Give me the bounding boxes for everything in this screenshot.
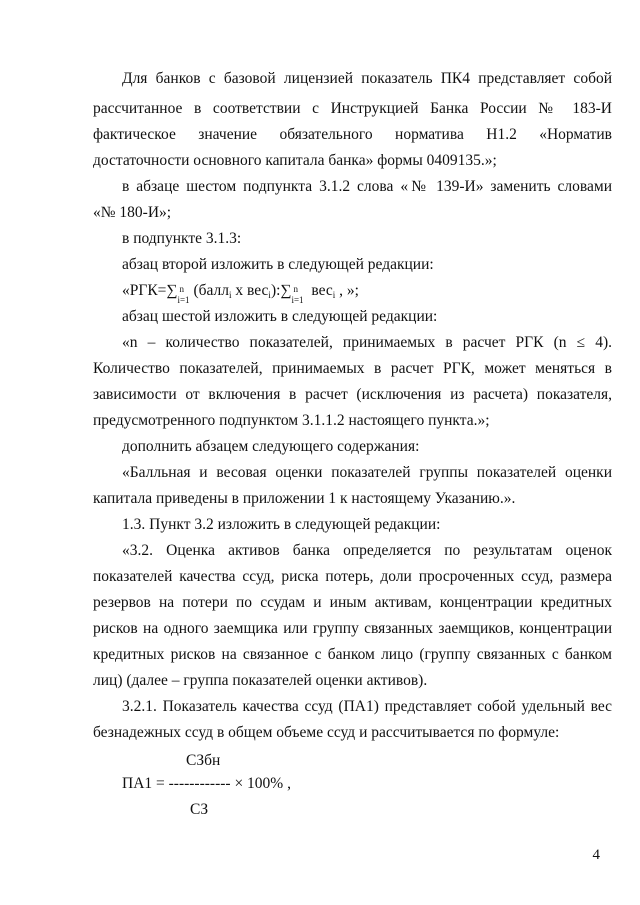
formula-part: i	[229, 290, 232, 300]
text-line: «Балльная и весовая оценки показателей группы показателей оценки	[122, 464, 612, 481]
text-line: фактическое значение обязательного норматива Н1.2 «Норматив	[93, 126, 612, 143]
text-line: 3.2.1. Показатель качества ссуд (ПА1) представляет собой удельный вес	[122, 698, 612, 715]
sum-limits	[291, 281, 307, 305]
text-line: капитала приведены в приложении 1 к настоящему Указанию.».	[93, 490, 516, 507]
page-number: 4	[592, 847, 600, 863]
text-line: лиц) (далее – группа показателей оценки активов).	[93, 672, 428, 689]
formula-part: , »;	[335, 282, 359, 299]
text-line: Количество показателей, принимаемых в расчет РГК, может меняться в	[93, 360, 612, 377]
text-line: абзац второй изложить в следующей редакции:	[122, 256, 434, 273]
formula-part: n	[293, 284, 298, 294]
formula-part: i=1	[177, 295, 190, 305]
text-line: зависимости от включения в расчет (исключения из расчета) показателя,	[93, 386, 612, 403]
text-line: рассчитанное в соответствии с Инструкцией Банка России № 183-И	[93, 100, 612, 117]
text-line: дополнить абзацем следующего содержания:	[122, 438, 420, 455]
text-line: «3.2. Оценка активов банка определяется по результатам оценок	[122, 542, 612, 559]
formula-pa1: ПА1 = ------------ × 100% ,	[122, 775, 291, 792]
text-line: в подпункте 3.1.3:	[122, 230, 242, 247]
text-line: безнадежных ссуд в общем объеме ссуд и рассчитывается по формуле:	[93, 724, 560, 741]
formula-part: ∑	[166, 282, 178, 299]
text-line: «№ 180-И»;	[93, 204, 172, 221]
text-line: предусмотренного подпунктом 3.1.1.2 настоящего пункта.»;	[93, 412, 490, 429]
formula-pa1-numerator: СЗбн	[186, 752, 221, 769]
formula-part: n	[179, 284, 184, 294]
formula-part: (балл	[193, 282, 230, 299]
formula-part: x вес	[231, 282, 269, 299]
sum-symbol	[166, 282, 193, 305]
formula-part: ):	[270, 282, 281, 299]
formula-part: вес	[307, 282, 333, 299]
text-line: 1.3. Пункт 3.2 изложить в следующей редакции:	[122, 516, 441, 533]
formula-part: i	[268, 290, 271, 300]
formula-rgk	[122, 281, 359, 305]
formula-part: «РГК=	[122, 282, 167, 299]
text-line: в абзаце шестом подпункта 3.1.2 слова «№ 139-И» заменить словами	[122, 178, 612, 195]
formula-pa1-denominator: СЗ	[190, 801, 209, 818]
formula-part: ∑	[280, 282, 292, 299]
text-line: резервов на потери по ссудам и иным активам, концентрации кредитных	[93, 594, 612, 611]
text-line: достаточности основного капитала банка» формы 0409135.»;	[93, 152, 497, 169]
sum-limits	[177, 281, 193, 305]
formula-part: i=1	[291, 295, 304, 305]
formula-part: i	[332, 290, 336, 300]
text-line: показателей качества ссуд, риска потерь, доли просроченных ссуд, размера	[93, 568, 612, 585]
text-line: рисков на одного заемщика или группу связанных заемщиков, концентрации	[93, 620, 612, 637]
text-line: кредитных рисков на связанное с банком лицо (группу связанных с банком	[93, 646, 612, 663]
text-line: «n – количество показателей, принимаемых в расчет РГК (n ≤ 4).	[122, 334, 612, 351]
sum-symbol	[280, 282, 307, 305]
text-line: абзац шестой изложить в следующей редакции:	[122, 308, 438, 325]
text-line: Для банков с базовой лицензией показатель ПК4 представляет собой	[122, 70, 612, 87]
